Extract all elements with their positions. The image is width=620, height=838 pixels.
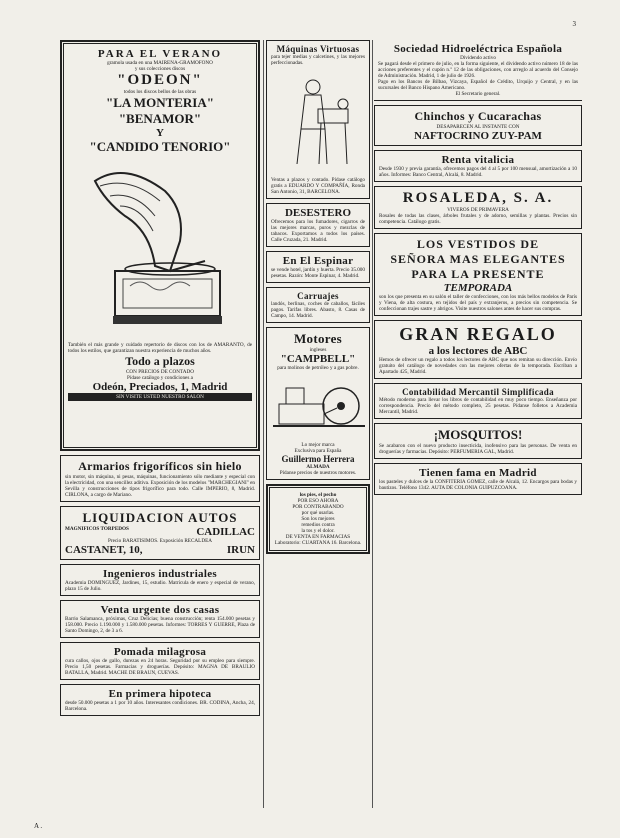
- knitting-machine-illustration: [283, 69, 353, 169]
- ad-body: cura callos, ojos de gallo, durezas en 24 horas. Seguridad por su empleo para siempre. Precio 1,50 pesetas. Farmacias y droguerías. Depósito: MAGNA DE BRAULIO BATALLA, Madrid. MACHE DE BRAUN, CUEVAS.: [65, 658, 255, 676]
- column-1: [60, 40, 260, 720]
- espinar-ad: [266, 251, 370, 283]
- conjunction: Y: [156, 127, 164, 139]
- ad-subtext: CON PRECIOS DE CONTADO: [125, 369, 195, 375]
- ad-headline: ¡MOSQUITOS!: [433, 427, 523, 442]
- ad-headline-line: SEÑORA MAS ELEGANTES: [390, 252, 566, 266]
- desestero-ad: [266, 203, 370, 247]
- ad-body: Se acabaron con el nuevo producto insecticida, inofensivo para las personas. De venta en droguerías y farmacias. Depósito: PERFUMERIA GAL, Madrid.: [379, 443, 577, 455]
- ad-subtext: Exclusiva para España: [294, 448, 342, 454]
- ad-body: son los que presenta en su salón el taller de confecciones, con los más bellos modelos de París y Viena, de alta costura, en tejidos del país y extranjeros, a precios sin competencia. Se confeccionan trajes sastre y abrigos. Visite nuestros salones antes de hacer sus compras.: [379, 294, 577, 312]
- ad-subtext: todos los discos bellos de las obras: [123, 89, 197, 95]
- ad-sign: El Secretario general.: [455, 91, 501, 97]
- ad-body: También el más grande y cuidado repertorio de discos con los de AMARANTO, de todos los estilos, que garantizan nuestra experiencia de muchos años.: [68, 342, 252, 354]
- ingenieros-ad: [60, 564, 260, 596]
- ad-body: Hemos de ofrecer un regalo a todos los lectores de ABC que nos remitan su dirección. Envío gratuito del catálogo de novedades con las mejores ofertas de la temporada. Escriban a Apartado 425, Madrid.: [379, 357, 577, 375]
- remedio-ad: [266, 484, 370, 554]
- ad-headline: Tienen fama en Madrid: [419, 467, 537, 479]
- casas-ad: [60, 600, 260, 638]
- work-title: "CANDIDO TENORIO": [89, 139, 231, 154]
- column-2: [266, 40, 370, 558]
- brand-name: "ODEON": [117, 72, 203, 88]
- ad-subtext: Dividendo activo: [460, 55, 496, 61]
- ad-headline-line: PARA LA PRESENTE: [411, 267, 545, 281]
- armarios-ad: [60, 455, 260, 502]
- column-divider: [263, 40, 264, 808]
- gramophone-illustration: [85, 161, 235, 331]
- ad-headline: GRAN REGALO: [399, 324, 557, 344]
- page-footer: A .: [34, 822, 43, 830]
- ad-body: Método moderno para llevar los libros de contabilidad en muy poco tiempo. Enseñanza por correspondencia. Precio del método completo, 25 pesetas. Pídanse folletos a Academia Mercantil, Madrid.: [379, 397, 577, 415]
- ad-body: Desde 1930 y previa garantía, ofrecemos pagos del 4 al 5 por 100 mensual, amortización a 10 años. Informes: Banco Central, Alcalá, 8. Madrid.: [379, 166, 577, 178]
- ad-body: los pasteles y dulces de la CONFITERIA GOMEZ, calle de Alcalá, 12. Encargos para bodas y bautizos. Teléfono 1342. AUTA DE COLONIA GUIPUZCOANA.: [379, 479, 577, 491]
- ad-headline: Sociedad Hidroeléctrica Española: [393, 43, 563, 55]
- hidroelectrica-ad: [374, 40, 582, 101]
- ad-body: landós, berlinas, coches de caballos, fáciles pagos. Tarifas libres. Abasto, 8. Casas de Campo, 14. Madrid.: [271, 301, 365, 319]
- hipoteca-ad: [60, 684, 260, 716]
- ad-body: Ofrecemos para los fumadores, cigarros de las mejores marcas, puros y mezclas de tabacos. Exportamos a todos los países. Calle Cruzada, 21. Madrid.: [271, 219, 365, 243]
- contabilidad-ad: [374, 383, 582, 419]
- ad-name: Guillermo Herrera: [281, 454, 355, 464]
- chinchos-ad: [374, 105, 582, 146]
- ad-headline: Ingenieros industriales: [103, 568, 217, 580]
- ad-headline: Contabilidad Mercantil Simplificada: [402, 387, 554, 397]
- ad-headline: En El Espinar: [282, 255, 354, 267]
- ad-body: se vende hotel, jardín y huerta. Precio 35.000 pesetas. Razón: Monte Espinar, 4. Madrid.: [271, 267, 365, 279]
- ad-footer: SIN VISITE USTED NUESTRO SALON: [68, 393, 252, 401]
- ad-headline: LIQUIDACION AUTOS: [82, 510, 238, 525]
- ad-headline: Armarios frigoríficos sin hielo: [78, 459, 242, 473]
- ad-subtext: para tejer medias y calcetines, y las mejores perfeccionadas.: [271, 54, 365, 66]
- ad-subtext: a los lectores de ABC: [428, 345, 528, 357]
- ad-body: Barrio Salamanca, próximas, Cruz Delicias; buena construcción; renta 154.000 pesetas y 158.000. Precio 1.190.000 y 1.580.000 pesetas. Informes: TORRES Y GUERRE, Plaza de Santo Domingo, 2, de 3 a 6.: [65, 616, 255, 634]
- ad-headline: Chinchos y Cucarachas: [414, 109, 542, 123]
- ad-headline: Todo a plazos: [125, 354, 195, 368]
- column-divider: [372, 40, 373, 808]
- ad-headline: Carruajes: [297, 291, 339, 301]
- ad-subtext: Pídase catálogo y condiciones a: [127, 375, 193, 381]
- ad-headline: PARA EL VERANO: [97, 48, 223, 60]
- work-title: "LA MONTERIA": [106, 95, 214, 110]
- maquinas-ad: [266, 40, 370, 199]
- autos-ad: [60, 506, 260, 560]
- ad-subtext: Lo mejor marca: [301, 442, 335, 448]
- ad-body: POR ESO AHORA POR CONTRABANDO por qué usarlas. Son los mejores remedios contra la tos y el dolor. DE VENTA EN FARMACIAS: [285, 498, 351, 540]
- ad-body: Rosales de todas las clases, árboles frutales y de adorno, semillas y plantas. Precios sin competencia. Catálogo gratis.: [379, 213, 577, 225]
- ad-subtext: VIVEROS DE PRIMAVERA: [447, 207, 509, 213]
- ad-body: Pago en los Bancos de Bilbao, Vizcaya, Español de Crédito, Urquijo y Central, y en las sucursales del Banco Hispano Americano.: [378, 79, 578, 91]
- ad-row: CASTANET, 10, IRUN: [65, 544, 255, 556]
- carruajes-ad: [266, 287, 370, 323]
- ad-body: sin motor, sin máquina, ni pesas, máquinas, funcionamiento sólo mediante y especial con la electricidad, con una sencillez aditiva. Exposición de los modelos "MARCHEGIANI" en Sevilla y construcciones de tipos frigorífico para todo. Calle IMPERIO, 8, Madrid. CIRLONA, a cargo de Mariano.: [65, 474, 255, 498]
- ad-city: ALMADA: [306, 464, 330, 470]
- column-3: [374, 40, 582, 499]
- ad-headline: los pies, el pecho: [299, 492, 337, 498]
- brand-name: NAFTOCRINO ZUY-PAM: [414, 130, 542, 142]
- odeon-ad: [60, 40, 260, 451]
- motores-ad: [266, 327, 370, 480]
- madrid-ad: [374, 463, 582, 495]
- ad-subtext: ingleses: [309, 347, 327, 353]
- ad-body: Ventas a plazos y contado. Pídase catálogo gratis a EDUARDO Y COMPAÑÍA, Ronda San Antonio, 31, BARCELONA.: [271, 177, 365, 195]
- ad-headline: En primera hipoteca: [108, 688, 212, 700]
- ad-body: Se pagará desde el primero de julio, en la forma siguiente, el dividendo activo número 18 de las acciones preferentes y el cupón n.º 12 de las obligaciones, con arreglo al acuerdo del Consejo de Administración. Madrid, 1 de julio de 1926.: [378, 61, 578, 79]
- pomada-ad: [60, 642, 260, 680]
- rosaleda-ad: [374, 186, 582, 229]
- ad-headline: ROSALEDA, S. A.: [402, 190, 554, 206]
- ad-headline-line: TEMPORADA: [443, 282, 513, 294]
- ad-address: Odeón, Preciados, 1, Madrid: [92, 381, 228, 393]
- ad-subtext: Pídanse precios de nuestros motores.: [279, 470, 357, 476]
- ad-headline-line: LOS VESTIDOS DE: [416, 237, 540, 251]
- ad-row: MAGNIFICOS TORPEDOS CADILLAC: [65, 526, 255, 538]
- regalo-ad: [374, 320, 582, 379]
- brand-name: "CAMPBELL": [280, 353, 356, 365]
- ad-headline: DESESTERO: [284, 207, 352, 219]
- ad-subtext: Precio BARATISIMOS. Exposición RECALDEA: [107, 538, 213, 544]
- ad-subtext: DESAPARECEN AL INSTANTE CON: [436, 124, 520, 130]
- ad-headline: Motores: [293, 331, 343, 346]
- ad-body: desde 50.000 pesetas a 1 por 10 años. Interesantes condiciones. BR. CODINA, Ancha, 24, Barcelona.: [65, 700, 255, 712]
- engine-illustration: [271, 374, 367, 434]
- ad-subtext: gramola usada en una MAIRENA-GRAMOFONO y sus colecciones discos: [107, 60, 213, 72]
- vestidos-ad: [374, 233, 582, 316]
- ad-headline: Venta urgente dos casas: [100, 604, 220, 616]
- ad-body: Academia DOMINGUEZ, Jardines, 15, estudio. Matrícula de enero y especial de verano, plazo 15 de Julio.: [65, 580, 255, 592]
- ad-subtext: para molinos de petróleo y a gas pobre.: [277, 365, 359, 371]
- ad-headline: Máquinas Virtuosas: [276, 44, 360, 54]
- ad-headline: Pomada milagrosa: [113, 646, 207, 658]
- page-number: 3: [572, 20, 576, 28]
- renta-ad: [374, 150, 582, 182]
- ad-headline: Renta vitalicia: [441, 154, 515, 166]
- mosquitos-ad: [374, 423, 582, 459]
- work-title: "BENAMOR": [118, 111, 202, 126]
- ad-address: Laboratorio: CUARTANA 16. Barcelona.: [274, 540, 362, 546]
